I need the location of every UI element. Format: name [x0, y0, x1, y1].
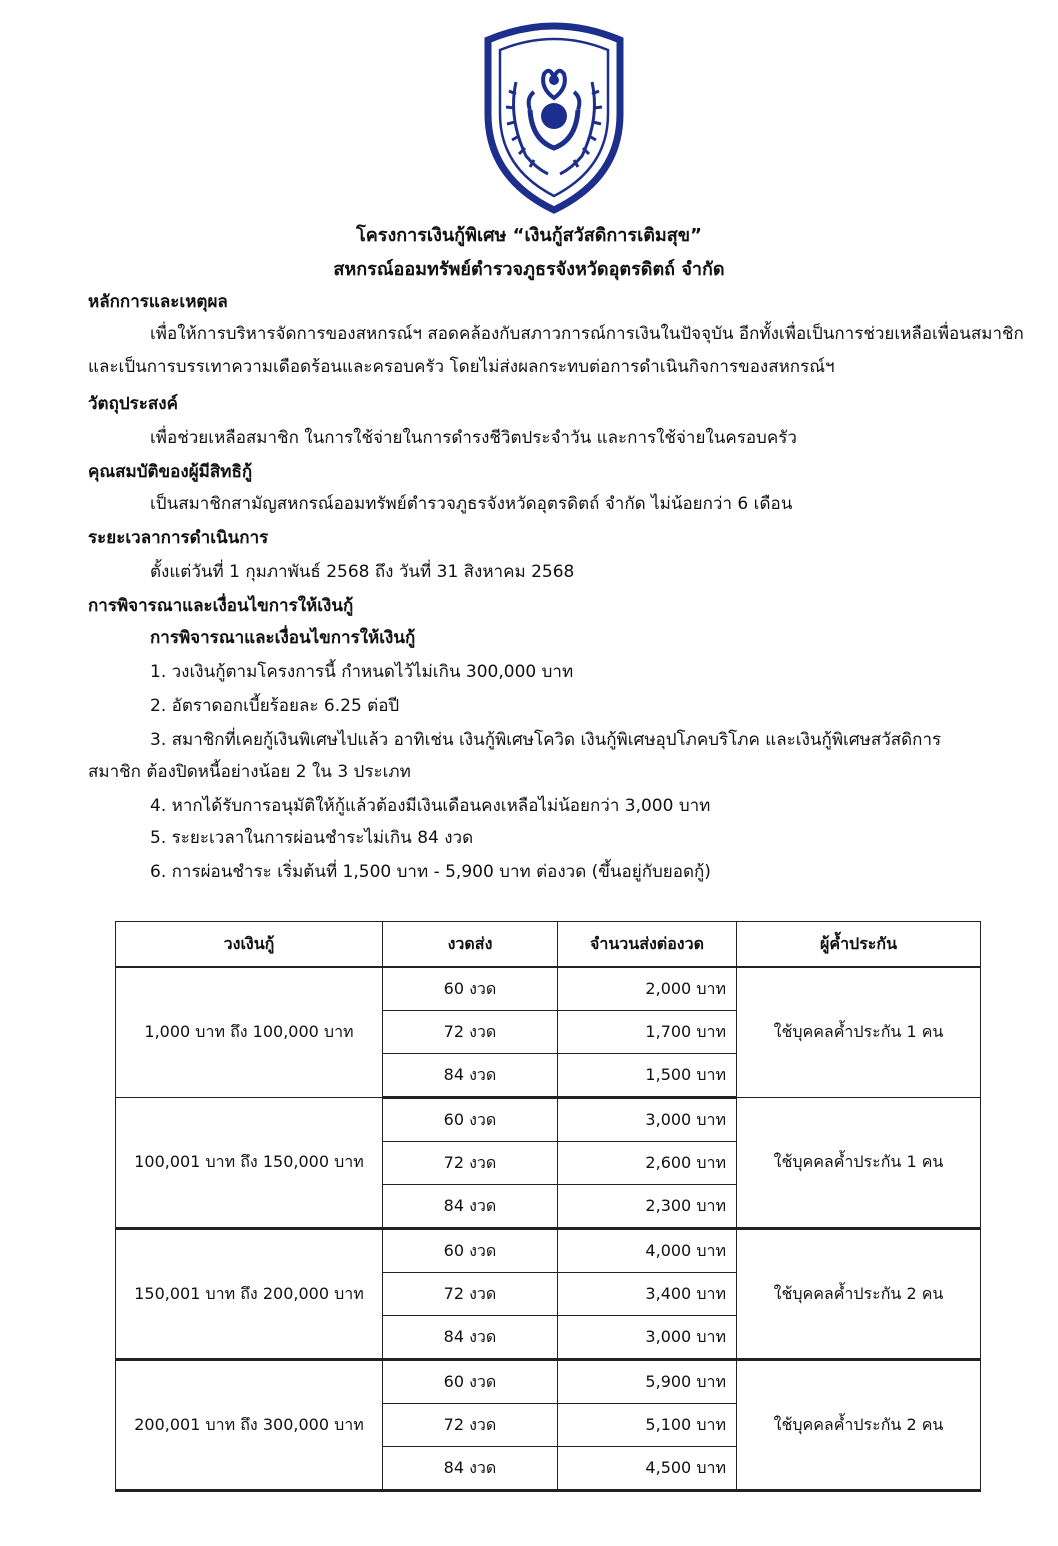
payment-cell: 4,500 บาท [558, 1447, 737, 1491]
payment-cell: 1,500 บาท [558, 1054, 737, 1098]
period-heading: ระยะเวลาการดำเนินการ [88, 528, 269, 548]
qualification-text: เป็นสมาชิกสามัญสหกรณ์ออมทรัพย์ตำรวจภูธรจังหวัดอุตรดิตถ์ จำกัด ไม่น้อยกว่า 6 เดือน [150, 494, 793, 514]
condition-item-5: 5. ระยะเวลาในการผ่อนชำระไม่เกิน 84 งวด [150, 828, 474, 848]
payment-cell: 3,400 บาท [558, 1273, 737, 1316]
document-title: โครงการเงินกู้พิเศษ “เงินกู้สวัสดิการเติมสุข” [356, 225, 702, 246]
payment-cell: 3,000 บาท [558, 1098, 737, 1142]
qualification-heading: คุณสมบัติของผู้มีสิทธิกู้ [88, 462, 253, 482]
cooperative-emblem-icon [474, 18, 634, 214]
term-cell: 72 งวด [383, 1404, 558, 1447]
payment-cell: 2,600 บาท [558, 1142, 737, 1185]
payment-cell: 2,000 บาท [558, 967, 737, 1011]
term-cell: 72 งวด [383, 1011, 558, 1054]
loan-range-cell: 200,001 บาท ถึง 300,000 บาท [116, 1360, 383, 1491]
table-row [116, 1229, 981, 1273]
term-cell: 60 งวด [383, 1360, 558, 1404]
conditions-subheading: การพิจารณาและเงื่อนไขการให้เงินกู้ [150, 628, 416, 648]
principle-heading: หลักการและเหตุผล [88, 292, 228, 312]
term-cell: 84 งวด [383, 1316, 558, 1360]
loan-range-cell: 1,000 บาท ถึง 100,000 บาท [116, 967, 383, 1098]
guarantor-cell: ใช้บุคคลค้ำประกัน 2 คน [737, 1229, 981, 1360]
period-text: ตั้งแต่วันที่ 1 กุมภาพันธ์ 2568 ถึง วันที่ 31 สิงหาคม 2568 [150, 562, 575, 582]
header-guarantor: ผู้ค้ำประกัน [737, 922, 981, 968]
document-subtitle: สหกรณ์ออมทรัพย์ตำรวจภูธรจังหวัดอุตรดิตถ์ จำกัด [333, 259, 725, 280]
header-payment: จำนวนส่งต่องวด [558, 922, 737, 968]
condition-item-1: 1. วงเงินกู้ตามโครงการนี้ กำหนดไว้ไม่เกิน 300,000 บาท [150, 662, 574, 682]
table-row [116, 1360, 981, 1404]
term-cell: 84 งวด [383, 1185, 558, 1229]
term-cell: 60 งวด [383, 967, 558, 1011]
term-cell: 60 งวด [383, 1229, 558, 1273]
objective-text: เพื่อช่วยเหลือสมาชิก ในการใช้จ่ายในการดำรงชีวิตประจำวัน และการใช้จ่ายในครอบครัว [150, 428, 797, 448]
table-header-row [116, 922, 981, 968]
payment-cell: 3,000 บาท [558, 1316, 737, 1360]
condition-item-4: 4. หากได้รับการอนุมัติให้กู้แล้วต้องมีเงินเดือนคงเหลือไม่น้อยกว่า 3,000 บาท [150, 796, 711, 816]
payment-cell: 2,300 บาท [558, 1185, 737, 1229]
header-installments: งวดส่ง [383, 922, 558, 968]
table-row [116, 1098, 981, 1142]
condition-item-6: 6. การผ่อนชำระ เริ่มต้นที่ 1,500 บาท - 5,900 บาท ต่องวด (ขึ้นอยู่กับยอดกู้) [150, 862, 711, 882]
table-row [116, 967, 981, 1011]
loan-table [115, 921, 981, 1492]
term-cell: 72 งวด [383, 1273, 558, 1316]
loan-range-cell: 100,001 บาท ถึง 150,000 บาท [116, 1098, 383, 1229]
payment-cell: 4,000 บาท [558, 1229, 737, 1273]
header-loan-range: วงเงินกู้ [116, 922, 383, 968]
condition-item-3-continued: สมาชิก ต้องปิดหนี้อย่างน้อย 2 ใน 3 ประเภท [88, 762, 411, 782]
payment-cell: 5,100 บาท [558, 1404, 737, 1447]
principle-text: เพื่อให้การบริหารจัดการของสหกรณ์ฯ สอดคล้องกับสภาวการณ์การเงินในปัจจุบัน อีกทั้งเพื่อเป็นการช่วยเหลือเพื่อนสมาชิก และเป็นการบรรเทาความเดือดร้อนและครอบครัว โดยไม่ส่งผลกระทบต่อการดำเนินกิจการของสหกรณ์ฯ [88, 324, 1024, 377]
term-cell: 72 งวด [383, 1142, 558, 1185]
condition-item-2: 2. อัตราดอกเบี้ยร้อยละ 6.25 ต่อปี [150, 696, 400, 716]
objective-heading: วัตถุประสงค์ [88, 394, 178, 414]
term-cell: 84 งวด [383, 1447, 558, 1491]
payment-cell: 5,900 บาท [558, 1360, 737, 1404]
loan-range-cell: 150,001 บาท ถึง 200,000 บาท [116, 1229, 383, 1360]
conditions-heading: การพิจารณาและเงื่อนไขการให้เงินกู้ [88, 596, 354, 616]
guarantor-cell: ใช้บุคคลค้ำประกัน 1 คน [737, 1098, 981, 1229]
term-cell: 84 งวด [383, 1054, 558, 1098]
guarantor-cell: ใช้บุคคลค้ำประกัน 2 คน [737, 1360, 981, 1491]
guarantor-cell: ใช้บุคคลค้ำประกัน 1 คน [737, 967, 981, 1098]
term-cell: 60 งวด [383, 1098, 558, 1142]
payment-cell: 1,700 บาท [558, 1011, 737, 1054]
condition-item-3: 3. สมาชิกที่เคยกู้เงินพิเศษไปแล้ว อาทิเช่น เงินกู้พิเศษโควิด เงินกู้พิเศษอุปโภคบริโภค และเงินกู้พิเศษสวัสดิการ [150, 730, 942, 750]
